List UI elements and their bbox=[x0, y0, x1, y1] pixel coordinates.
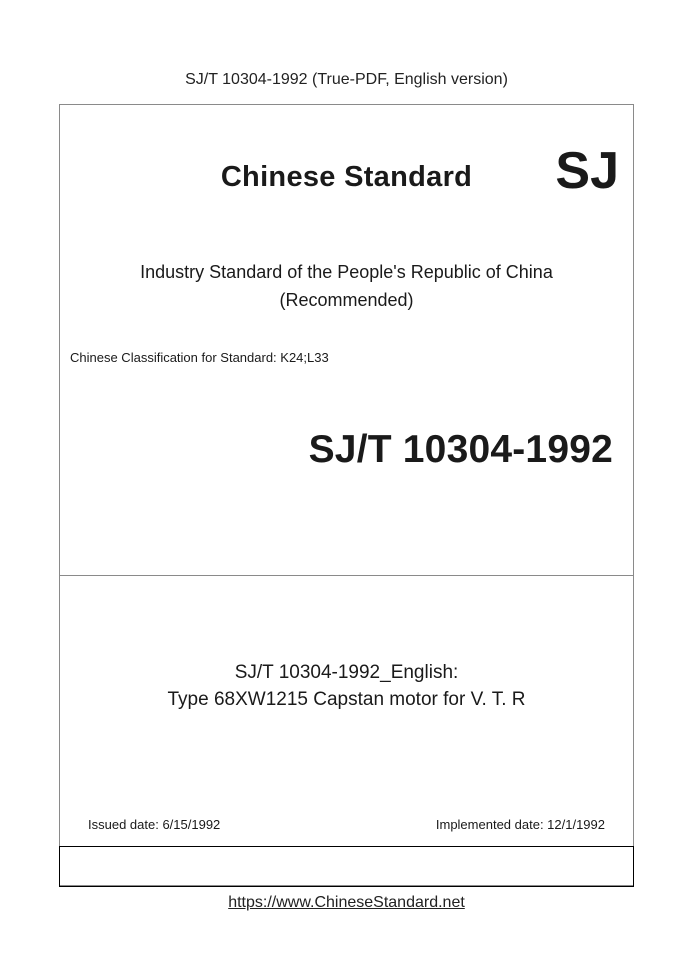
standard-mark: SJ bbox=[555, 142, 619, 200]
english-title-line-1: SJ/T 10304-1992_English: bbox=[234, 662, 459, 683]
recommended-line: (Recommended) bbox=[279, 290, 414, 310]
footer-website-link[interactable]: https://www.ChineseStandard.net bbox=[228, 894, 465, 911]
page-header-title: SJ/T 10304-1992 (True-PDF, English version) bbox=[185, 71, 508, 88]
cover-middle-section bbox=[60, 576, 633, 846]
classification-text: Chinese Classification for Standard: K24;L33 bbox=[70, 350, 329, 365]
cover-bottom-box bbox=[59, 846, 634, 887]
standard-code: SJ/T 10304-1992 bbox=[308, 428, 613, 471]
english-title-line-2: Type 68XW1215 Capstan motor for V. T. R bbox=[167, 689, 526, 710]
cover-frame bbox=[59, 104, 634, 886]
implemented-date: Implemented date: 12/1/1992 bbox=[435, 817, 605, 832]
cover-heading: Chinese Standard bbox=[220, 161, 473, 193]
industry-standard-line: Industry Standard of the People's Republic of China bbox=[140, 262, 553, 282]
cover-top-section bbox=[60, 105, 633, 576]
issued-date: Issued date: 6/15/1992 bbox=[88, 817, 221, 832]
